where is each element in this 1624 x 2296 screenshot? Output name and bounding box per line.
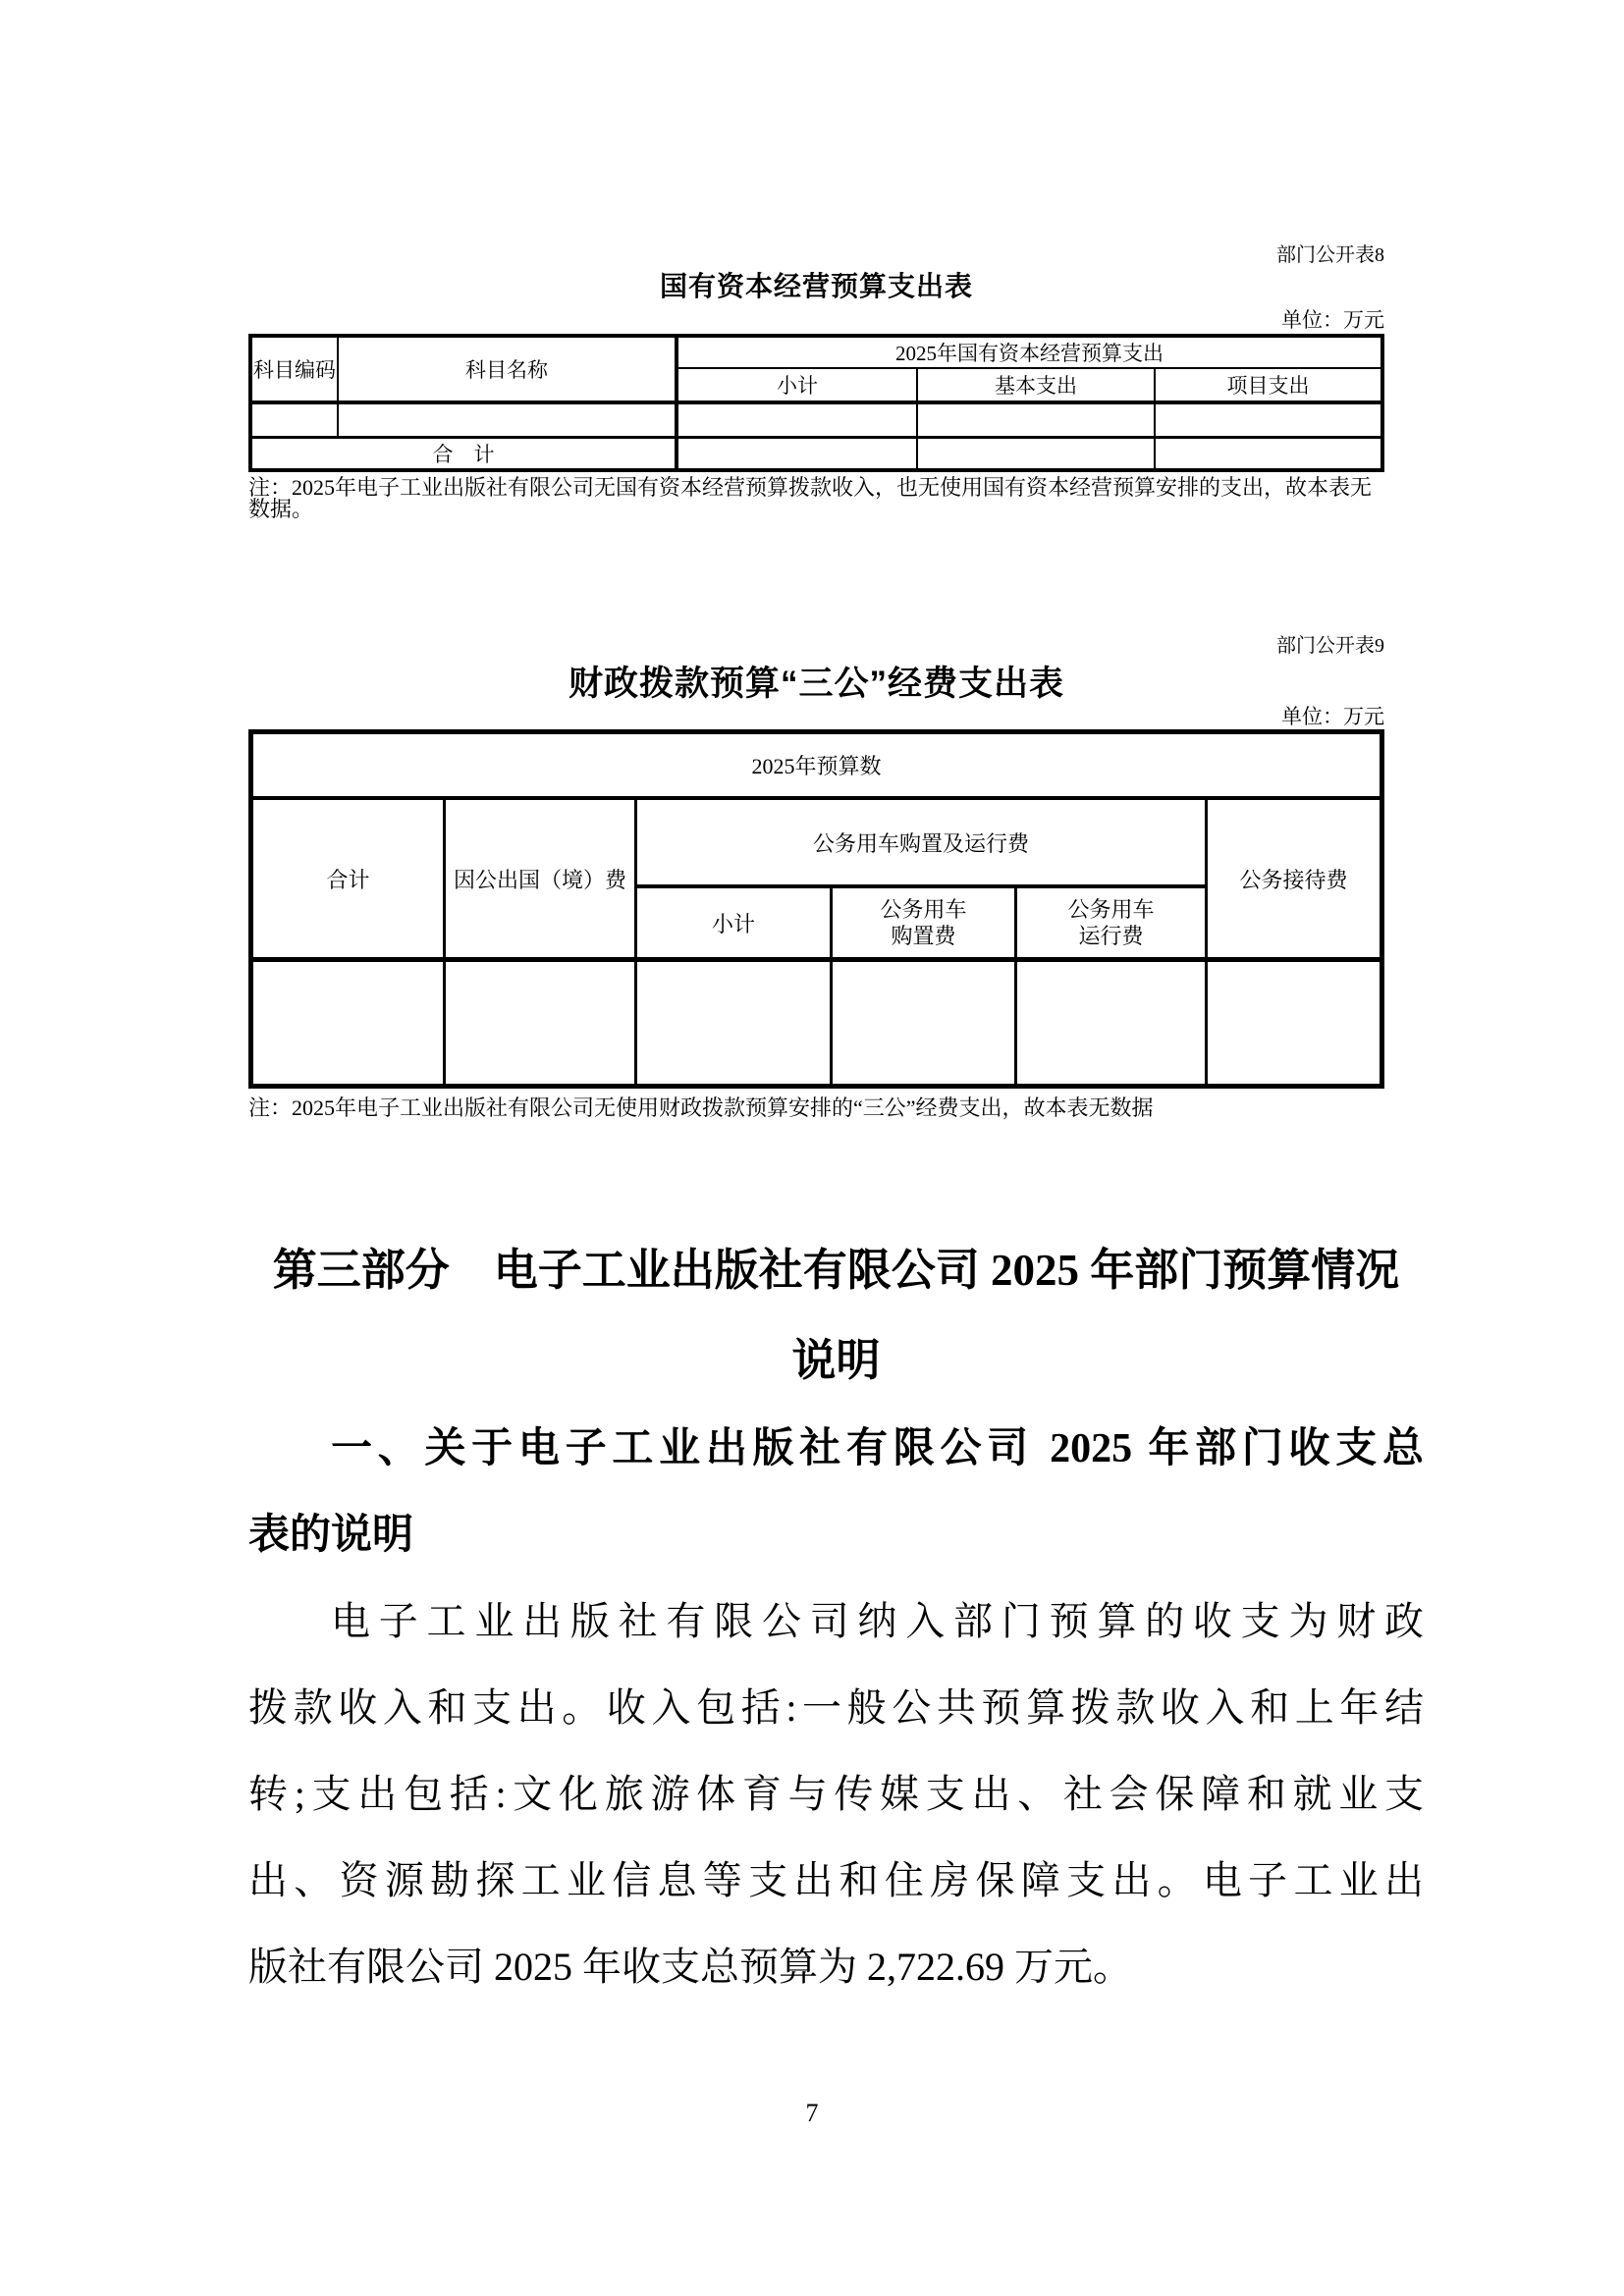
table8-unit-label: 单位：万元 bbox=[1281, 308, 1384, 332]
table8-state-capital-expenditure bbox=[248, 334, 1384, 472]
table9-note: 注：2025年电子工业出版社有限公司无使用财政拨款预算安排的“三公”经费支出，故本表无数据 bbox=[248, 1095, 1154, 1120]
table9-cell-reception bbox=[1207, 960, 1382, 1087]
table8-title: 国有资本经营预算支出表 bbox=[659, 271, 973, 301]
table9-header-reception: 公务接待费 bbox=[1207, 798, 1382, 960]
table9-cell-vehicle-subtotal bbox=[636, 960, 832, 1087]
table9-empty-data-row bbox=[251, 960, 1382, 1087]
table9-cell-vehicle-operation bbox=[1016, 960, 1207, 1087]
table9-three-public-expenses bbox=[248, 729, 1384, 1089]
section3-paragraph1-line5: 版社有限公司 2025 年收支总预算为 2,722.69 万元。 bbox=[248, 1945, 1132, 1989]
section3-paragraph1-line4: 出、资源勘探工业信息等支出和住房保障支出。电子工业出 bbox=[248, 1858, 1424, 1902]
table8-total-label: 合 计 bbox=[250, 438, 677, 471]
section3-block bbox=[248, 1225, 1424, 2010]
vehicle-operation-line2: 运行费 bbox=[1078, 924, 1144, 948]
section3-subheading1-line1: 一、关于电子工业出版社有限公司 2025 年部门收支总 bbox=[331, 1426, 1424, 1471]
table8-note: 注：2025年电子工业出版社有限公司无国有资本经营预算拨款收入，也无使用国有资本经营预算安排的支出，故本表无数据。 bbox=[248, 475, 1373, 521]
section3-paragraph1-line2: 拨款收入和支出。收入包括:一般公共预算拨款收入和上年结 bbox=[248, 1685, 1424, 1730]
table8-header-group-2025: 2025年国有资本经营预算支出 bbox=[677, 336, 1382, 368]
table8-cell-project bbox=[1155, 402, 1382, 438]
table8-header-subtotal: 小计 bbox=[677, 368, 917, 402]
table8-total-project bbox=[1155, 438, 1382, 471]
section3-subheading1-line2: 表的说明 bbox=[248, 1513, 414, 1558]
vehicle-purchase-line1: 公务用车 bbox=[880, 897, 967, 922]
table8-total-basic bbox=[917, 438, 1155, 471]
section3-heading-line2: 说明 bbox=[791, 1336, 881, 1385]
section3-paragraph1-line1: 电子工业出版社有限公司纳入部门预算的收支为财政 bbox=[331, 1599, 1424, 1643]
table8-header-subject-code: 科目编码 bbox=[250, 336, 338, 402]
table9-header-vehicle-subtotal: 小计 bbox=[636, 886, 832, 960]
table9-header-total: 合计 bbox=[251, 798, 445, 960]
table8-total-row bbox=[250, 438, 1382, 471]
table8-header-basic: 基本支出 bbox=[917, 368, 1155, 402]
section3-paragraph1-line3: 转;支出包括:文化旅游体育与传媒支出、社会保障和就业支 bbox=[248, 1772, 1424, 1816]
table8-block bbox=[248, 245, 1384, 1119]
table9-header-row2 bbox=[251, 798, 1382, 886]
table8-total-subtotal bbox=[677, 438, 917, 471]
table8-header-row1 bbox=[250, 336, 1382, 368]
table8-cell-subtotal bbox=[677, 402, 917, 438]
table9-header-year: 2025年预算数 bbox=[251, 732, 1382, 799]
table9-header-vehicle-purchase bbox=[832, 886, 1016, 960]
table8-header-project: 项目支出 bbox=[1155, 368, 1382, 402]
table9-cell-total bbox=[251, 960, 445, 1087]
vehicle-operation-line1: 公务用车 bbox=[1067, 897, 1155, 922]
table9-unit-label: 单位：万元 bbox=[1281, 705, 1384, 728]
table9-cell-vehicle-purchase bbox=[832, 960, 1016, 1087]
table9-header-vehicle-operation bbox=[1016, 886, 1207, 960]
section3-heading-line1: 第三部分 电子工业出版社有限公司 2025 年部门预算情况 bbox=[272, 1246, 1400, 1295]
table9-title: 财政拨款预算“三公”经费支出表 bbox=[568, 665, 1064, 703]
table8-cell-basic bbox=[917, 402, 1155, 438]
vehicle-purchase-line2: 购置费 bbox=[891, 924, 956, 948]
table8-empty-data-row bbox=[250, 402, 1382, 438]
table8-cell-code bbox=[250, 402, 338, 438]
table9-header-abroad: 因公出国（境）费 bbox=[445, 798, 636, 960]
table8-header-subject-name: 科目名称 bbox=[338, 336, 677, 402]
table9-cell-abroad bbox=[445, 960, 636, 1087]
table8-cell-name bbox=[338, 402, 677, 438]
page-number: 7 bbox=[805, 2099, 819, 2127]
table9-header-vehicle-group: 公务用车购置及运行费 bbox=[636, 798, 1207, 886]
table8-tag: 部门公开表8 bbox=[1276, 244, 1384, 266]
table9-tag: 部门公开表9 bbox=[1276, 635, 1384, 657]
table9-header-year-row bbox=[251, 732, 1382, 799]
